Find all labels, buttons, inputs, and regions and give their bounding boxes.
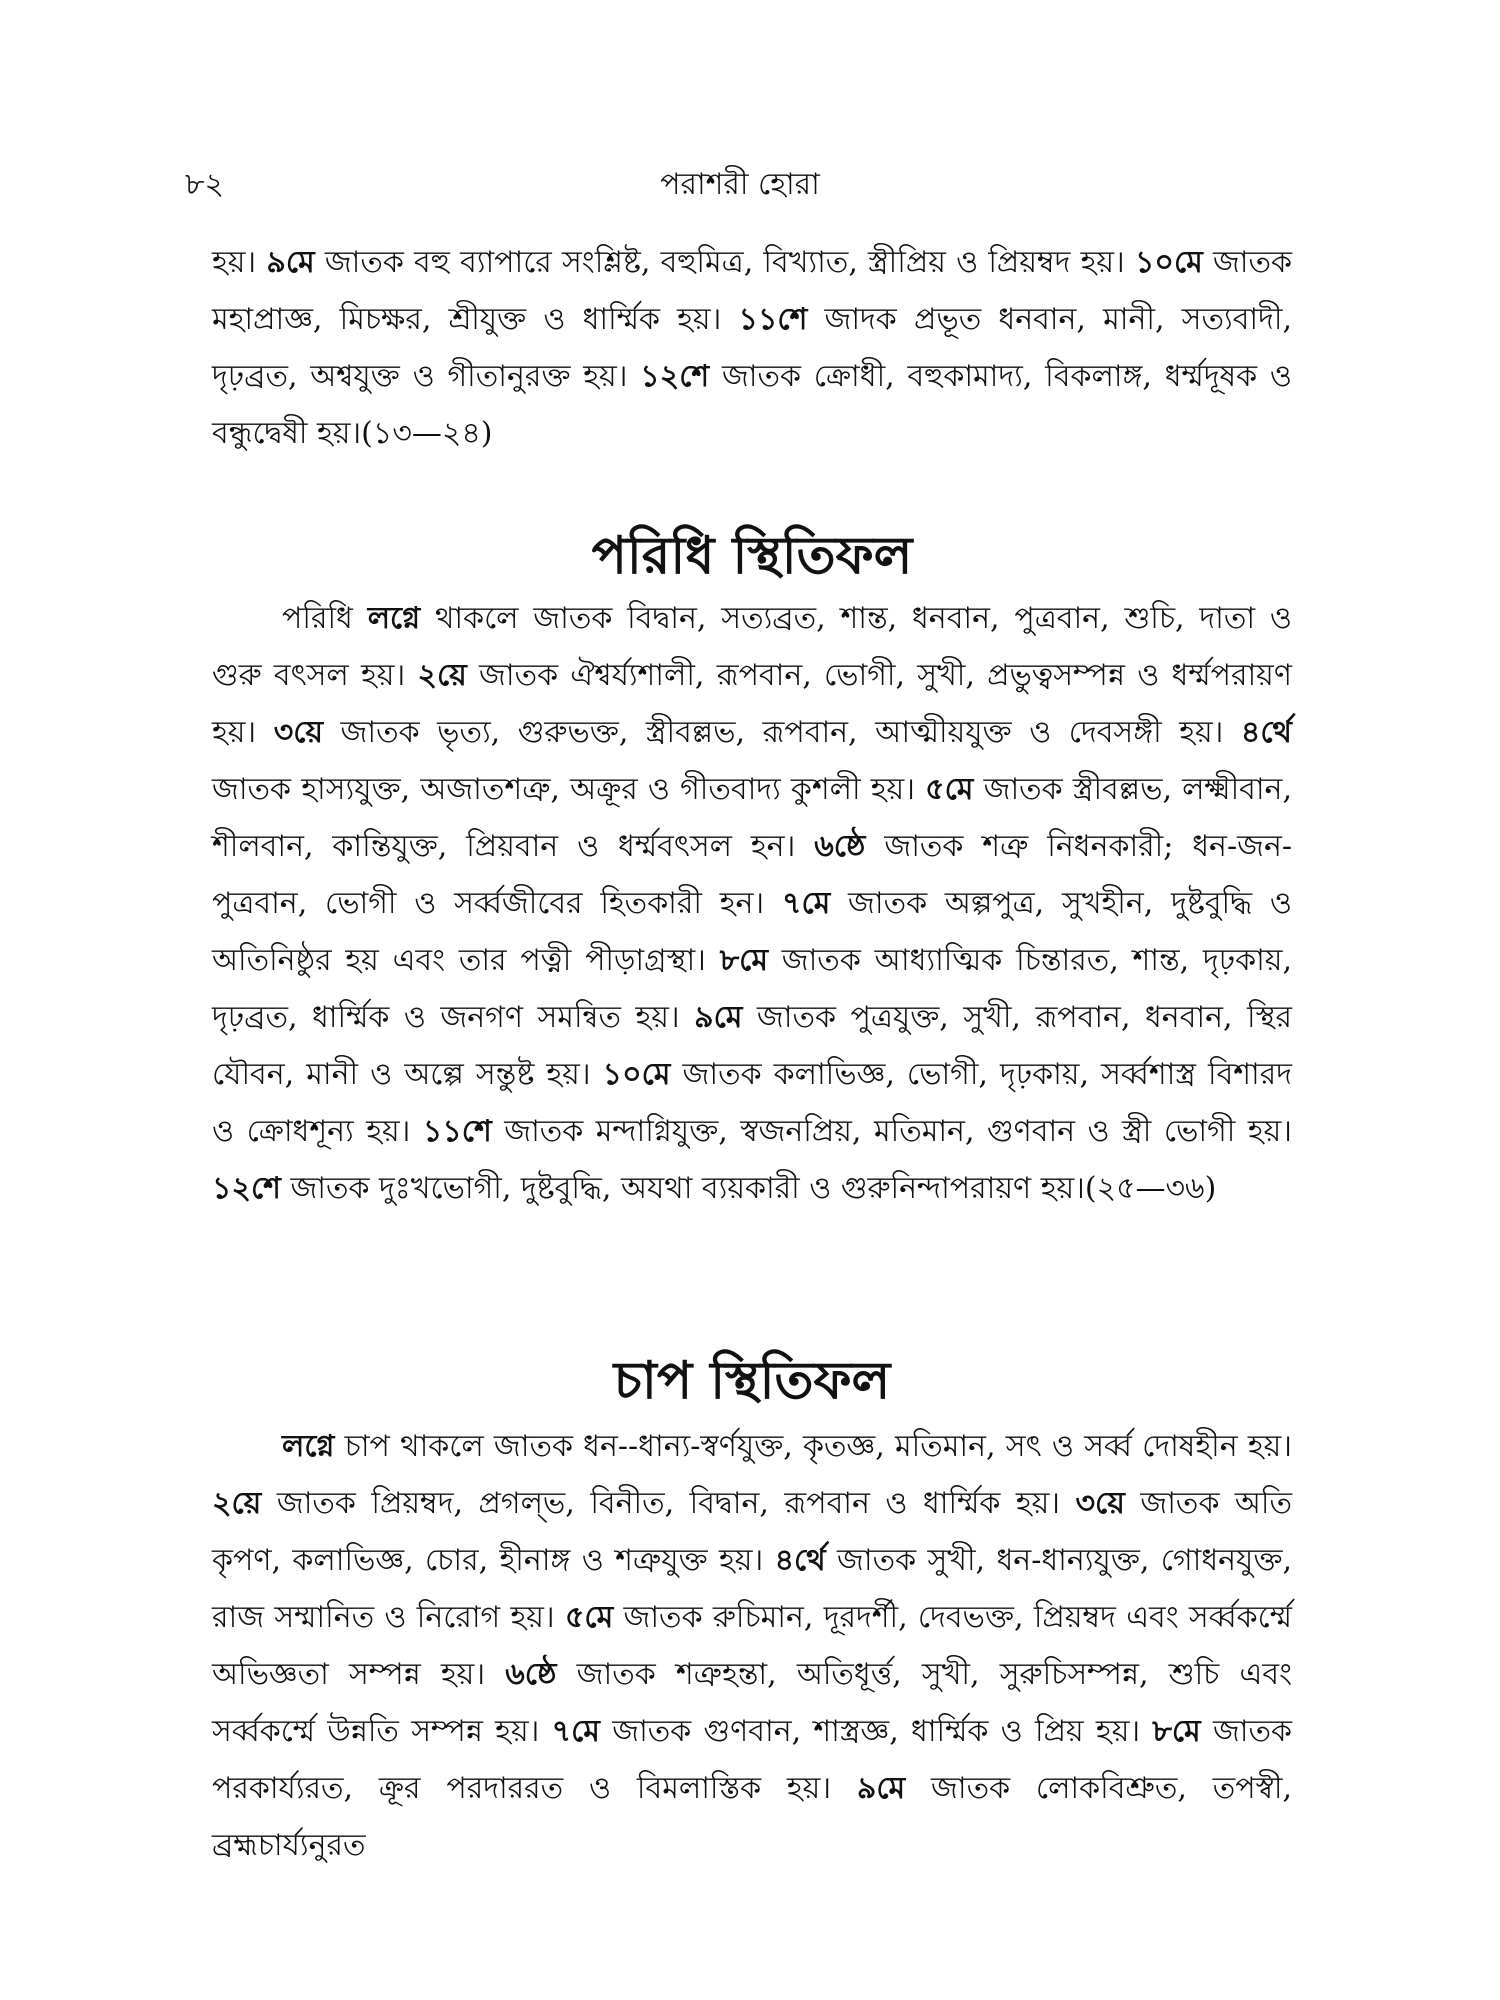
house-label: ১০মে [602,1057,671,1092]
house-text: জাতক ঐশ্বর্য্যশালী, রূপবান, ভোগী, সুখী, প্রভুত্বসম্পন্ন ও ধর্ম্মপরায়ণ হয়। [212,658,1292,750]
house-label: ৬ষ্ঠে [814,829,866,864]
house-text: চাপ থাকলে জাতক ধন--ধান্য-স্বর্ণযুক্ত, কৃতজ্ঞ, মতিমান, সৎ ও সর্ব্ব দোষহীন হয়। [334,1429,1292,1464]
section-heading-paridhi: পরিধি স্থিতিফল [591,525,913,586]
house-text: জাতক স্ত্রীবল্লভ, লক্ষ্মীবান, শীলবান, কান্তিযুক্ত, প্রিয়বান ও ধর্ম্মবৎসল হন। [212,772,1292,864]
house-label: ১২শে [212,1171,281,1206]
house-text: জাতক রুচিমান, দূরদর্শী, দেবভক্ত, প্রিয়ম্বদ এবং সর্ব্বকর্ম্মে অভিজ্ঞতা সম্পন্ন হয়। [212,1600,1292,1692]
house-text: জাতক শত্রুহন্তা, অতিধূর্ত্ত, সুখী, সুরুচিসম্পন্ন, শুচি এবং সর্ব্বকর্ম্মে উন্নতি সম্পন্ন হয়। [212,1657,1292,1749]
house-label: ৪র্থে [1240,715,1292,750]
house-label: ৯মে [266,245,315,280]
lead-fragment: হয়। [212,245,257,280]
house-text: জাতক অতি কৃপণ, কলাভিজ্ঞ, চোর, হীনাঙ্গ ও শত্রুযুক্ত হয়। [212,1486,1293,1578]
house-text: জাতক লোকবিশ্রুত, তপস্বী, ব্রহ্মচার্য্যনুরত [212,1771,1292,1863]
house-text: জাতক পরকার্য্যরত, ক্রূর পরদাররত ও বিমলাস্তিক হয়। [212,1714,1292,1806]
house-label: ২য়ে [417,658,467,693]
paragraph-paridhi [212,590,1292,1217]
house-text: জাতক কলাভিজ্ঞ, ভোগী, দৃঢ়কায়, সর্ব্বশাস্ত্র বিশারদ ও ক্রোধশূন্য হয়। [212,1057,1292,1149]
house-text: জাতক পুত্রযুক্ত, সুখী, রূপবান, ধনবান, স্থির যৌবন, মানী ও অল্পে সন্তুষ্ট হয়। [212,1000,1292,1092]
house-label: ৫মে [564,1600,614,1635]
paragraph-chap [212,1418,1292,1874]
house-label: ২য়ে [212,1486,262,1521]
house-label: লগ্নে [282,1429,335,1464]
paragraph-continuation [212,234,1292,462]
house-text: থাকলে জাতক বিদ্বান, সত্যব্রত, শান্ত, ধনবান, পুত্রবান, শুচি, দাতা ও গুরু বৎসল হয়। [212,601,1293,693]
page-header [185,160,1295,220]
house-label: ৭মে [781,886,831,921]
house-text: জাতক বহু ব্যাপারে সংশ্লিষ্ট, বহুমিত্র, বিখ্যাত, স্ত্রীপ্রিয় ও প্রিয়ম্বদ হয়। [314,245,1125,280]
house-text: জাতক হাস্যযুক্ত, অজাতশত্রু, অক্রূর ও গীতবাদ্য কুশলী হয়। [212,772,915,807]
house-text: জাতক মন্দাগ্নিযুক্ত, স্বজনপ্রিয়, মতিমান, গুণবান ও স্ত্রী ভোগী হয়। [491,1114,1292,1149]
house-label: ১১শে [422,1114,492,1149]
house-text: জাতক মহাপ্রাজ্ঞ, মিচক্ষর, শ্রীযুক্ত ও ধার্ম্মিক হয়। [212,245,1292,337]
house-text: জাদক প্রভূত ধনবান, মানী, সত্যবাদী, দৃঢ়ব্রত, অশ্বযুক্ত ও গীতানুরক্ত হয়। [212,302,1292,394]
section-heading-chap: চাপ স্থিতিফল [613,1350,891,1411]
house-text: জাতক শত্রু নিধনকারী; ধন-জন-পুত্রবান, ভোগী ও সর্ব্বজীবের হিতকারী হন। [212,829,1292,921]
house-text: জাতক প্রিয়ম্বদ, প্রগল্ভ, বিনীত, বিদ্বান, রূপবান ও ধার্ম্মিক হয়। [261,1486,1061,1521]
house-label: ১১শে [738,302,808,337]
house-text: জাতক সুখী, ধন-ধান্যযুক্ত, গোধনযুক্ত, রাজ সম্মানিত ও নিরোগ হয়। [212,1543,1293,1635]
house-text: জাতক ভৃত্য, গুরুভক্ত, স্ত্রীবল্লভ, রূপবান, আত্মীয়যুক্ত ও দেবসঙ্গী হয়। [323,715,1224,750]
house-text: জাতক ক্রোধী, বহুকামাদ্য, বিকলাঙ্গ, ধর্ম্মদূষক ও বন্ধুদ্বেষী হয়।(১৩—২৪) [212,359,1292,451]
house-label: ৩য়ে [1075,1486,1125,1521]
house-text: জাতক গুণবান, শাস্ত্রজ্ঞ, ধার্ম্মিক ও প্রিয় হয়। [599,1714,1141,1749]
page-number: ৮২ [185,167,224,202]
running-title: পরাশরী হোরা [660,167,820,202]
house-label: ৯মে [856,1771,906,1806]
house-label: ৮মে [719,943,768,978]
house-label: ৭মে [551,1714,600,1749]
house-label: ৮মে [1152,1714,1201,1749]
house-text: পরিধি [282,601,368,636]
house-label: লগ্নে [367,601,421,636]
house-label: ৯মে [694,1000,743,1035]
house-text: জাতক অল্পপুত্র, সুখহীন, দুষ্টবুদ্ধি ও অতিনিষ্ঠুর হয় এবং তার পত্নী পীড়াগ্রস্থা। [212,886,1292,978]
house-label: ১২শে [640,359,710,394]
house-label: ৪র্থে [774,1543,826,1578]
house-text: জাতক দুঃখভোগী, দুষ্টবুদ্ধি, অযথা ব্যয়কারী ও গুরুনিন্দাপরায়ণ হয়।(২৫—৩৬) [280,1171,1217,1206]
house-label: ৬ষ্ঠে [505,1657,557,1692]
house-label: ৫মে [925,772,974,807]
house-label: ১০মে [1134,245,1203,280]
house-text: জাতক আধ্যাত্মিক চিন্তারত, শান্ত, দৃঢ়কায়, দৃঢ়ব্রত, ধার্ম্মিক ও জনগণ সমন্বিত হয়। [212,943,1292,1035]
house-label: ৩য়ে [273,715,324,750]
